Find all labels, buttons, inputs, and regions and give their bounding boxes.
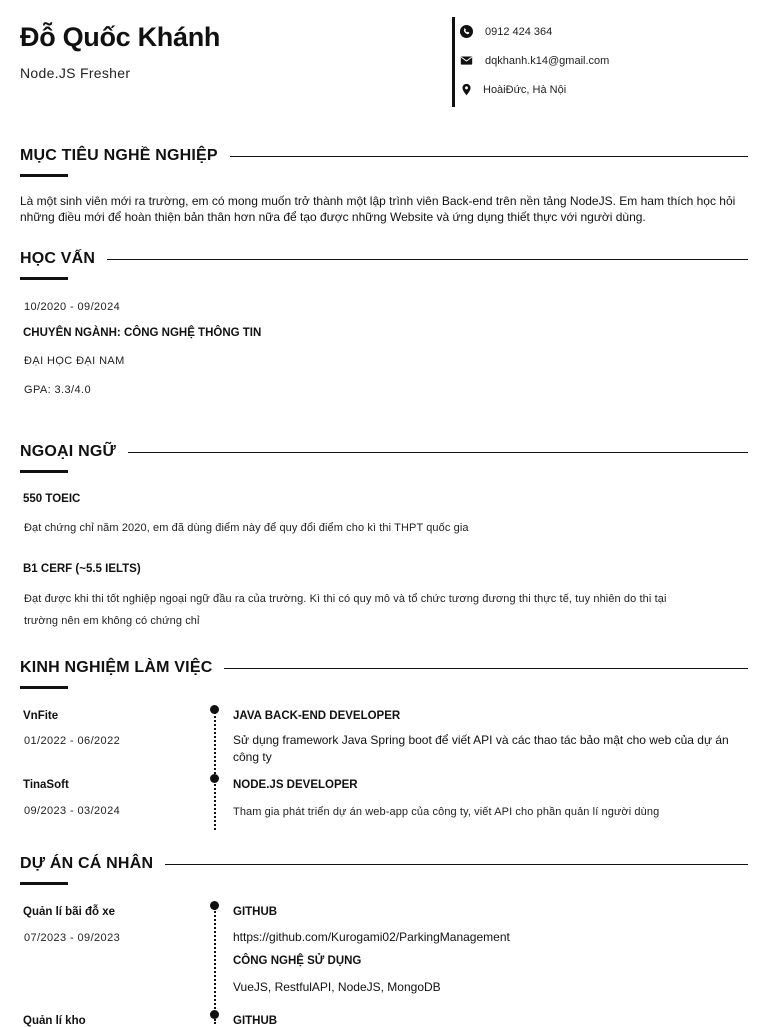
- section-underline: [20, 277, 68, 280]
- education-period: 10/2020 - 09/2024: [24, 301, 121, 313]
- experience-company: TinaSoft: [23, 779, 69, 791]
- timeline-dot: [210, 1010, 219, 1019]
- section-rule: [20, 452, 748, 453]
- project-name: Quản lí kho: [23, 1015, 86, 1027]
- email-text: dqkhanh.k14@gmail.com: [485, 54, 610, 67]
- section-underline: [20, 686, 68, 689]
- language-description: Đạt chứng chỉ năm 2020, em đã dùng điểm này để quy đổi điểm cho kì thi THPT quốc gia: [24, 522, 469, 534]
- experience-period: 01/2022 - 06/2022: [24, 735, 121, 747]
- projects-timeline: [214, 908, 216, 1024]
- objective-line-1: Là một sinh viên mới ra trường, em có mong muốn trở thành một lập trình viên Back-end trên nền tảng NodeJS. Em ham thích học hỏi: [20, 194, 736, 208]
- education-school: ĐẠI HỌC ĐẠI NAM: [24, 355, 125, 367]
- experience-description: Sử dụng framework Java Spring boot để viết API và các thao tác bảo mật cho web của dự án: [233, 733, 729, 747]
- location-text: HoàiĐức, Hà Nội: [483, 83, 567, 96]
- section-underline: [20, 882, 68, 885]
- phone-icon: [460, 25, 473, 38]
- experience-timeline: [214, 712, 216, 830]
- section-title: MỤC TIÊU NGHỀ NGHIỆP: [20, 147, 230, 165]
- section-underline: [20, 470, 68, 473]
- project-github-label: GITHUB: [233, 906, 278, 918]
- education-major: CHUYÊN NGÀNH: CÔNG NGHỆ THÔNG TIN: [23, 327, 262, 339]
- section-title: NGOẠI NGỮ: [20, 443, 128, 461]
- project-period: 07/2023 - 09/2023: [24, 932, 121, 944]
- phone-text: 0912 424 364: [485, 25, 553, 38]
- section-rule: [20, 259, 748, 260]
- section-title: DỰ ÁN CÁ NHÂN: [20, 855, 165, 873]
- language-description: Đạt được khi thi tốt nghiệp ngoại ngữ đầu ra của trường. Kì thi có quy mô và tổ chức tương đương thi thực tế, tuy nhiên do thi tại: [24, 593, 667, 605]
- education-gpa: GPA: 3.3/4.0: [24, 384, 91, 396]
- candidate-name: Đỗ Quốc Khánh: [20, 22, 221, 52]
- language-description-cont: trường nên em không có chứng chỉ: [24, 615, 200, 627]
- project-tech-label: CÔNG NGHỆ SỬ DỤNG: [233, 955, 362, 967]
- experience-description: Tham gia phát triển dự án web-app của công ty, viết API cho phần quản lí người dùng: [233, 806, 660, 818]
- language-name: B1 CERF (~5.5 IELTS): [23, 563, 141, 575]
- project-name: Quản lí bãi đỗ xe: [23, 906, 116, 918]
- experience-description-cont: công ty: [233, 750, 272, 764]
- project-github-link[interactable]: https://github.com/Kurogami02/ParkingManagement: [233, 930, 510, 944]
- language-name: 550 TOEIC: [23, 493, 81, 505]
- timeline-dot: [210, 705, 219, 714]
- contact-location: [460, 83, 566, 96]
- section-languages: [20, 443, 748, 463]
- timeline-dot: [210, 774, 219, 783]
- envelope-icon: [460, 54, 473, 67]
- section-title: KINH NGHIỆM LÀM VIỆC: [20, 659, 224, 677]
- experience-position: JAVA BACK-END DEVELOPER: [233, 710, 401, 722]
- section-education: [20, 250, 748, 270]
- contact-phone: [460, 25, 552, 38]
- section-objective: [20, 147, 748, 167]
- experience-company: VnFite: [23, 710, 59, 722]
- project-github-label: GITHUB: [233, 1015, 278, 1027]
- objective-line-2: những điều mới để hoàn thiện bản thân hơn nữa để tạo được những Website và ứng dụng thiết thực với người dùng.: [20, 210, 646, 224]
- experience-position: NODE.JS DEVELOPER: [233, 779, 358, 791]
- section-title: HỌC VẤN: [20, 250, 107, 268]
- section-underline: [20, 174, 68, 177]
- candidate-role: Node.JS Fresher: [20, 65, 131, 81]
- section-experience: [20, 659, 748, 679]
- experience-period: 09/2023 - 03/2024: [24, 805, 121, 817]
- project-tech-list: VueJS, RestfulAPI, NodeJS, MongoDB: [233, 980, 441, 994]
- contact-email: [460, 54, 609, 67]
- header-divider: [452, 17, 455, 107]
- map-pin-icon: [460, 83, 473, 96]
- timeline-dot: [210, 901, 219, 910]
- section-projects: [20, 855, 748, 875]
